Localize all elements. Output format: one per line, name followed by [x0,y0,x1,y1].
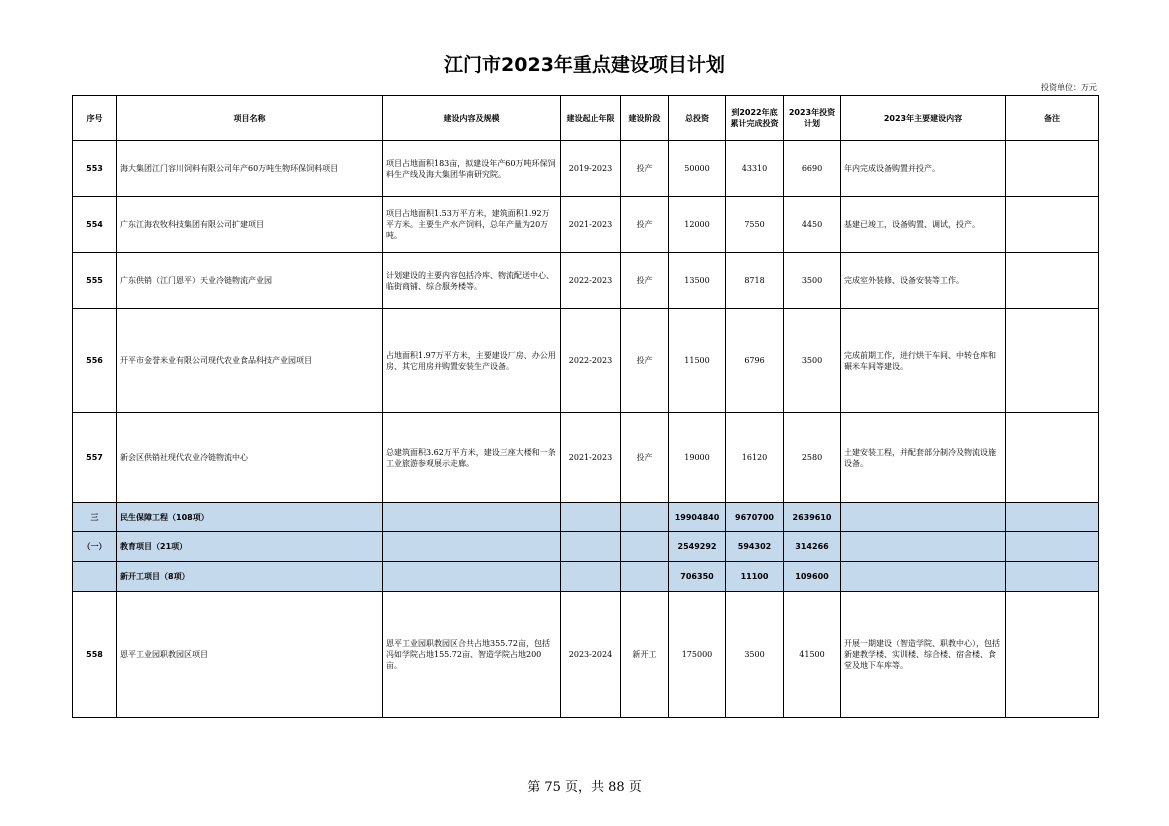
group-row [73,532,1099,562]
cell-plan: 6690 [784,141,841,197]
group-empty-cell [621,532,669,562]
cell-stage: 投产 [621,253,669,309]
group-seq [73,562,117,592]
group-plan: 314266 [784,532,841,562]
group-empty-cell [1006,562,1099,592]
cell-seq: 554 [73,197,117,253]
cell-stage: 新开工 [621,592,669,718]
col-header-scale: 建设内容及规模 [383,96,561,141]
cell-plan: 3500 [784,253,841,309]
cell-scale: 总建筑面积3.62万平方米，建设三座大楼和一条工业旅游参观展示走廊。 [383,413,561,503]
cell-plan: 2580 [784,413,841,503]
cell-done: 8718 [726,253,784,309]
cell-content: 土建安装工程，并配套部分制冷及物流设施设备。 [841,413,1006,503]
table-header-row [73,96,1099,141]
cell-seq: 555 [73,253,117,309]
cell-content: 完成室外装修、设备安装等工作。 [841,253,1006,309]
group-done: 9670700 [726,503,784,532]
col-header-total: 总投资 [669,96,726,141]
cell-name: 海大集团江门容川饲料有限公司年产60万吨生物环保饲料项目 [117,141,383,197]
page-number: 第 75 页，共 88 页 [527,780,642,795]
group-empty-cell [1006,503,1099,532]
group-empty-cell [841,562,1006,592]
cell-period: 2021-2023 [561,413,621,503]
cell-note [1006,309,1099,413]
cell-stage: 投产 [621,141,669,197]
cell-seq: 558 [73,592,117,718]
page-title: 江门市2023年重点建设项目计划 [444,54,725,76]
cell-total: 19000 [669,413,726,503]
cell-scale: 项目占地面积183亩，拟建设年产60万吨环保饲料生产线及海大集团华南研究院。 [383,141,561,197]
col-header-plan: 2023年投资计划 [784,96,841,141]
group-empty-cell [383,562,561,592]
group-seq: 三 [73,503,117,532]
cell-scale: 恩平工业园职教园区合共占地355.72亩，包括冯如学院占地155.72亩、智造学院占地200亩。 [383,592,561,718]
group-empty-cell [841,532,1006,562]
cell-done: 6796 [726,309,784,413]
cell-total: 175000 [669,592,726,718]
table-row [73,413,1099,503]
cell-note [1006,253,1099,309]
cell-name: 恩平工业园职教园区项目 [117,592,383,718]
cell-total: 13500 [669,253,726,309]
cell-done: 16120 [726,413,784,503]
table-row [73,592,1099,718]
group-empty-cell [621,562,669,592]
cell-seq: 556 [73,309,117,413]
group-name: 民生保障工程（108项） [117,503,383,532]
group-empty-cell [621,503,669,532]
cell-content: 基建已竣工，设备购置、调试，投产。 [841,197,1006,253]
col-header-stage: 建设阶段 [621,96,669,141]
group-total: 2549292 [669,532,726,562]
group-row [73,503,1099,532]
project-plan-table [72,95,1099,718]
table-row [73,253,1099,309]
cell-name: 广东江海农牧科技集团有限公司扩建项目 [117,197,383,253]
col-header-name: 项目名称 [117,96,383,141]
cell-plan: 41500 [784,592,841,718]
col-header-seq: 序号 [73,96,117,141]
cell-name: 广东供销（江门恩平）天业冷链物流产业园 [117,253,383,309]
cell-done: 43310 [726,141,784,197]
cell-period: 2022-2023 [561,309,621,413]
investment-unit-label: 投资单位：万元 [1041,83,1097,92]
group-empty-cell [383,532,561,562]
table-row [73,309,1099,413]
cell-stage: 投产 [621,309,669,413]
group-empty-cell [383,503,561,532]
cell-note [1006,141,1099,197]
col-header-content: 2023年主要建设内容 [841,96,1006,141]
cell-plan: 4450 [784,197,841,253]
cell-content: 开展一期建设（智造学院、职教中心），包括新建教学楼、实训楼、综合楼、宿舍楼、食堂及地下车库等。 [841,592,1006,718]
group-empty-cell [561,562,621,592]
cell-note [1006,592,1099,718]
group-empty-cell [841,503,1006,532]
cell-plan: 3500 [784,309,841,413]
group-total: 706350 [669,562,726,592]
group-plan: 109600 [784,562,841,592]
cell-scale: 计划建设的主要内容包括冷库、物流配送中心、临街商铺、综合服务楼等。 [383,253,561,309]
table-row [73,141,1099,197]
cell-total: 50000 [669,141,726,197]
cell-scale: 项目占地面积1.53万平方米，建筑面积1.92万平方米。主要生产水产饲料，总年产量为20万吨。 [383,197,561,253]
group-row [73,562,1099,592]
cell-period: 2022-2023 [561,253,621,309]
group-done: 11100 [726,562,784,592]
cell-note [1006,197,1099,253]
cell-seq: 557 [73,413,117,503]
cell-stage: 投产 [621,197,669,253]
cell-total: 12000 [669,197,726,253]
cell-stage: 投产 [621,413,669,503]
cell-scale: 占地面积1.97万平方米，主要建设厂房、办公用房、其它用房并购置安装生产设备。 [383,309,561,413]
cell-content: 年内完成设备购置并投产。 [841,141,1006,197]
cell-note [1006,413,1099,503]
cell-seq: 553 [73,141,117,197]
group-empty-cell [561,532,621,562]
cell-period: 2019-2023 [561,141,621,197]
group-plan: 2639610 [784,503,841,532]
group-empty-cell [561,503,621,532]
cell-done: 7550 [726,197,784,253]
group-total: 19904840 [669,503,726,532]
cell-content: 完成前期工作，进行烘干车间、中转仓库和碾米车间等建设。 [841,309,1006,413]
group-name: 新开工项目（8项） [117,562,383,592]
group-name: 教育项目（21项） [117,532,383,562]
cell-total: 11500 [669,309,726,413]
cell-period: 2023-2024 [561,592,621,718]
cell-done: 3500 [726,592,784,718]
col-header-done: 到2022年底累计完成投资 [726,96,784,141]
col-header-period: 建设起止年限 [561,96,621,141]
cell-name: 开平市金誉米业有限公司现代农业食品科技产业园项目 [117,309,383,413]
table-row [73,197,1099,253]
cell-name: 新会区供销社现代农业冷链物流中心 [117,413,383,503]
group-empty-cell [1006,532,1099,562]
col-header-note: 备注 [1006,96,1099,141]
group-done: 594302 [726,532,784,562]
group-seq: （一） [73,532,117,562]
cell-period: 2021-2023 [561,197,621,253]
